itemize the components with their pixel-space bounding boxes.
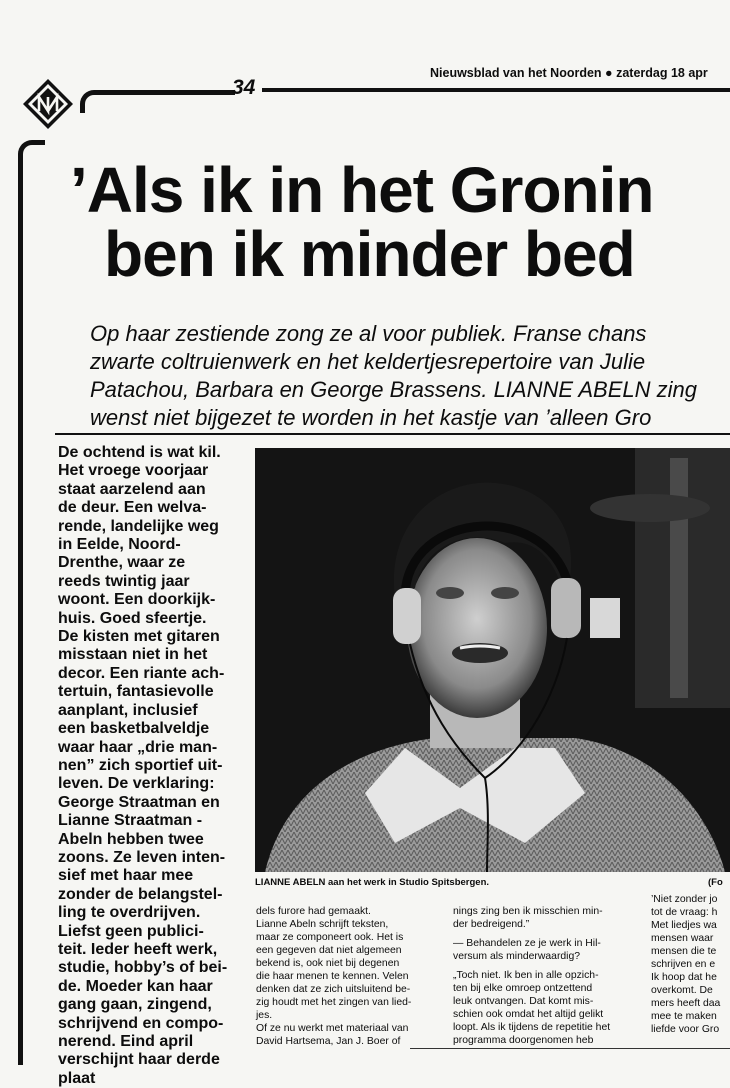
text-line: Of ze nu werkt met materiaal van	[256, 1023, 409, 1034]
text-line: der bedreigend.”	[453, 919, 530, 930]
text-line: de. Moeder kan haar	[58, 977, 213, 995]
header-rule	[262, 88, 730, 92]
text-line: Het vroege voorjaar	[58, 462, 209, 480]
article-column-2	[256, 905, 436, 1048]
text-line: zig houdt met het zingen van lied-	[256, 997, 412, 1008]
text-line: schien ook omdat het altijd gelikt	[453, 1009, 604, 1020]
text-line: in Eelde, Noord-	[58, 536, 181, 554]
text-line: gang gaan, zingend,	[58, 996, 212, 1014]
text-line: nings zing ben ik misschien min-	[453, 906, 603, 917]
text-line: overkomt. De	[651, 985, 713, 996]
headline-line-2: ben ik minder bed	[104, 218, 635, 290]
text-line: sief met haar mee	[58, 867, 194, 885]
text-line: zoons. Ze leven inten-	[58, 848, 226, 866]
text-line: dels furore had gemaakt.	[256, 906, 371, 917]
text-line: verschijnt haar derde	[58, 1051, 220, 1069]
text-line: die haar menen te kennen. Velen	[256, 971, 409, 982]
text-line: mee te maken	[651, 1011, 717, 1022]
text-line: De kisten met gitaren	[58, 628, 220, 646]
text-line: leven. De verklaring:	[58, 775, 215, 793]
text-line: ten bij elke omroep ontzettend	[453, 983, 593, 994]
text-line: Drenthe, waar ze	[58, 554, 186, 572]
text-line: teit. Ieder heeft werk,	[58, 940, 218, 958]
text-line: Abeln hebben twee	[58, 830, 204, 848]
text-line: een basketbalveldje	[58, 720, 210, 738]
frame-corner-left	[18, 140, 45, 1065]
intro-line: Patachou, Barbara en George Brassens. LIANNE ABELN zing	[90, 377, 697, 402]
text-line: programma doorgenomen heb	[453, 1035, 594, 1046]
intro-line: zwarte coltruienwerk en het keldertjesrepertoire van Julie	[90, 349, 646, 374]
text-line: denken dat ze zich uitsluitend be-	[256, 984, 411, 995]
page-number: 34	[232, 76, 256, 99]
bullet-icon: ●	[605, 66, 613, 80]
text-line: leuk ontvangen. Dat komt mis-	[453, 996, 594, 1007]
text-line: loopt. Als ik tijdens de repetitie het	[453, 1022, 611, 1033]
text-line: David Hartsema, Jan J. Boer of	[256, 1036, 401, 1047]
text-line: mensen die te	[651, 946, 717, 957]
article-column-1	[58, 444, 250, 1088]
text-line: nerend. Eind april	[58, 1033, 194, 1050]
text-line: bekend is, ook niet bij degenen	[256, 958, 400, 969]
text-line: ’Niet zonder jo	[651, 894, 718, 905]
paper-name: Nieuwsblad van het Noorden	[430, 66, 602, 80]
article-column-4	[651, 893, 730, 1036]
text-line: De ochtend is wat kil.	[58, 444, 221, 461]
text-line: Liefst geen publici-	[58, 922, 204, 940]
text-line: liefde voor Gro	[651, 1024, 720, 1035]
text-line: studie, hobby’s of bei-	[58, 959, 228, 977]
text-line: woont. Een doorkijk-	[58, 591, 216, 609]
text-line: waar haar „drie man-	[58, 738, 218, 756]
text-line: mers heeft daa	[651, 998, 721, 1009]
text-line: versum als minderwaardig?	[453, 951, 581, 962]
text-line: „Toch niet. Ik ben in alle opzich-	[453, 970, 599, 981]
text-line: Lianne Straatman -	[58, 812, 203, 830]
singer-photo	[255, 448, 730, 872]
text-line: Met liedjes wa	[651, 920, 717, 931]
photo-credit: (Fo	[708, 877, 723, 888]
text-line: aanplant, inclusief	[58, 701, 198, 719]
text-line: rende, landelijke weg	[58, 517, 219, 535]
newspaper-logo-icon	[22, 78, 74, 130]
text-line: decor. Een riante ach-	[58, 664, 225, 682]
text-line: schrijvend en compo-	[58, 1014, 224, 1032]
photo-caption: LIANNE ABELN aan het werk in Studio Spitsbergen.	[255, 877, 490, 888]
text-line: ling te overdrijven.	[58, 904, 201, 922]
frame-corner-top	[80, 90, 235, 113]
dateline	[430, 66, 708, 80]
text-line: Ik hoop dat he	[651, 972, 717, 983]
text-line: plaat	[58, 1069, 96, 1087]
intro-paragraph	[90, 320, 730, 432]
text-line: staat aarzelend aan	[58, 480, 206, 498]
text-line: Lianne Abeln schrijft teksten,	[256, 919, 389, 930]
intro-line: Op haar zestiende zong ze al voor publiek. Franse chans	[90, 321, 647, 346]
issue-date: zaterdag 18 apr	[616, 66, 708, 80]
text-line: misstaan niet in het	[58, 646, 208, 664]
text-line: jes.	[256, 1010, 273, 1021]
intro-line: wenst niet bijgezet te worden in het kastje van ’alleen Gro	[90, 405, 652, 430]
article-column-3	[453, 905, 643, 1047]
text-line: — Behandelen ze je werk in Hil-	[453, 938, 601, 949]
text-line: zonder de belangstel-	[58, 885, 223, 903]
headline-line-1: ’Als ik in het Gronin	[70, 154, 654, 226]
text-line: tertuin, fantasievolle	[58, 683, 214, 701]
text-line: de deur. Een welva-	[58, 499, 207, 517]
text-line: maar ze componeert ook. Het is	[256, 932, 404, 943]
text-line: nen” zich sportief uit-	[58, 756, 223, 774]
intro-divider	[55, 433, 730, 435]
text-line: mensen waar	[651, 933, 714, 944]
text-line: reeds twintig jaar	[58, 572, 190, 590]
text-line: een gegeven dat niet algemeen	[256, 945, 402, 956]
bottom-rule	[410, 1048, 730, 1049]
text-line: huis. Goed sfeertje.	[58, 609, 207, 627]
text-line: schrijven en e	[651, 959, 716, 970]
text-line: tot de vraag: h	[651, 907, 718, 918]
text-line: George Straatman en	[58, 793, 220, 811]
